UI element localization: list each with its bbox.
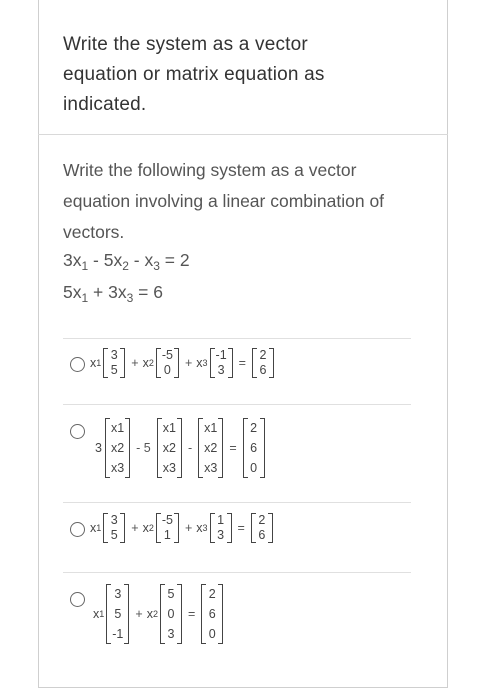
option-d-vector-1	[106, 584, 129, 644]
option-b-vector-3	[198, 418, 223, 478]
vector-entry: 3	[110, 513, 118, 527]
option-b-radio[interactable]	[70, 424, 85, 439]
option-separator	[63, 572, 411, 573]
option-separator	[63, 502, 411, 503]
vector-entry: x2	[204, 441, 218, 455]
header-divider	[38, 134, 448, 135]
vector-entry: 6	[258, 528, 266, 542]
option-separator	[63, 338, 411, 339]
option-a-vector-2	[156, 348, 179, 378]
vector-entry: 6	[259, 363, 267, 377]
vector-entry: 2	[258, 513, 266, 527]
option-b-rhs-vector	[243, 418, 265, 478]
vector-entry: -1	[215, 348, 227, 362]
vector-entry: 3	[114, 587, 122, 601]
vector-entry: x3	[204, 461, 218, 475]
vector-entry: 0	[167, 607, 175, 621]
option-a-radio[interactable]	[70, 357, 85, 372]
vector-entry: x1	[204, 421, 218, 435]
vector-entry: x1	[162, 421, 176, 435]
vector-entry: x1	[110, 421, 125, 435]
vector-entry: 5	[110, 528, 118, 542]
option-b-equation[interactable]: 3 x1 x2 x3 - 5 x1 x2 x3 - x1 x2 x3 = 2 6 0	[95, 418, 267, 478]
vector-entry: 0	[250, 461, 258, 475]
option-d-equation[interactable]: x 1 3 5 -1 + x 2 5 0 3 = 2 6 0	[93, 584, 225, 644]
option-a-vector-1	[103, 348, 125, 378]
option-c-vector-2	[156, 513, 179, 543]
vector-entry: 2	[259, 348, 267, 362]
option-d-vector-2	[160, 584, 182, 644]
vector-entry: x3	[162, 461, 176, 475]
vector-entry: 5	[167, 587, 175, 601]
vector-entry: 3	[110, 348, 118, 362]
vector-entry: 3	[167, 627, 175, 641]
vector-entry: -1	[112, 627, 124, 641]
option-b-vector-1	[105, 418, 130, 478]
vector-entry: x3	[110, 461, 125, 475]
vector-entry: 1	[217, 513, 225, 527]
vector-entry: -5	[161, 513, 173, 527]
option-a-rhs-vector	[252, 348, 274, 378]
option-c-rhs-vector	[251, 513, 273, 543]
vector-entry: 5	[110, 363, 118, 377]
option-a-equation[interactable]: x 1 3 5 + x 2 -5 0 + x 3 -1 3 = 2 6	[90, 348, 276, 378]
vector-entry: 0	[163, 363, 171, 377]
vector-entry: 0	[208, 627, 216, 641]
option-c-vector-3	[210, 513, 232, 543]
option-d-radio[interactable]	[70, 592, 85, 607]
vector-entry: 3	[217, 363, 225, 377]
option-d-rhs-vector	[201, 584, 223, 644]
vector-entry: x2	[110, 441, 125, 455]
option-c-vector-1	[103, 513, 125, 543]
page-title: Write the system as a vector equation or matrix equation as indicated.	[63, 34, 325, 115]
vector-entry: 6	[208, 607, 216, 621]
vector-entry: 1	[163, 528, 171, 542]
eq1-term1: 3x	[63, 250, 82, 270]
eq2-term1: 5x	[63, 282, 82, 302]
vector-entry: -5	[161, 348, 173, 362]
vector-entry: 5	[114, 607, 122, 621]
vector-entry: 2	[208, 587, 216, 601]
system-equation-2: $5x_1 + 3x_3 = 6$	[63, 282, 163, 305]
option-b-vector-2	[157, 418, 182, 478]
option-c-equation[interactable]: x 1 3 5 + x 2 -5 1 + x 3 1 3 = 2 6	[90, 513, 275, 543]
option-a-vector-3	[210, 348, 233, 378]
vector-entry: 3	[217, 528, 225, 542]
vector-entry: 6	[250, 441, 258, 455]
system-equation-1: $3x_1 - 5x_2 - x_3 = 2$	[63, 250, 190, 273]
option-c-radio[interactable]	[70, 522, 85, 537]
vector-entry: 2	[250, 421, 258, 435]
vector-entry: x2	[162, 441, 176, 455]
question-instruction: Write the following system as a vector equation involving a linear combination of vectors.	[63, 160, 385, 242]
option-separator	[63, 404, 411, 405]
